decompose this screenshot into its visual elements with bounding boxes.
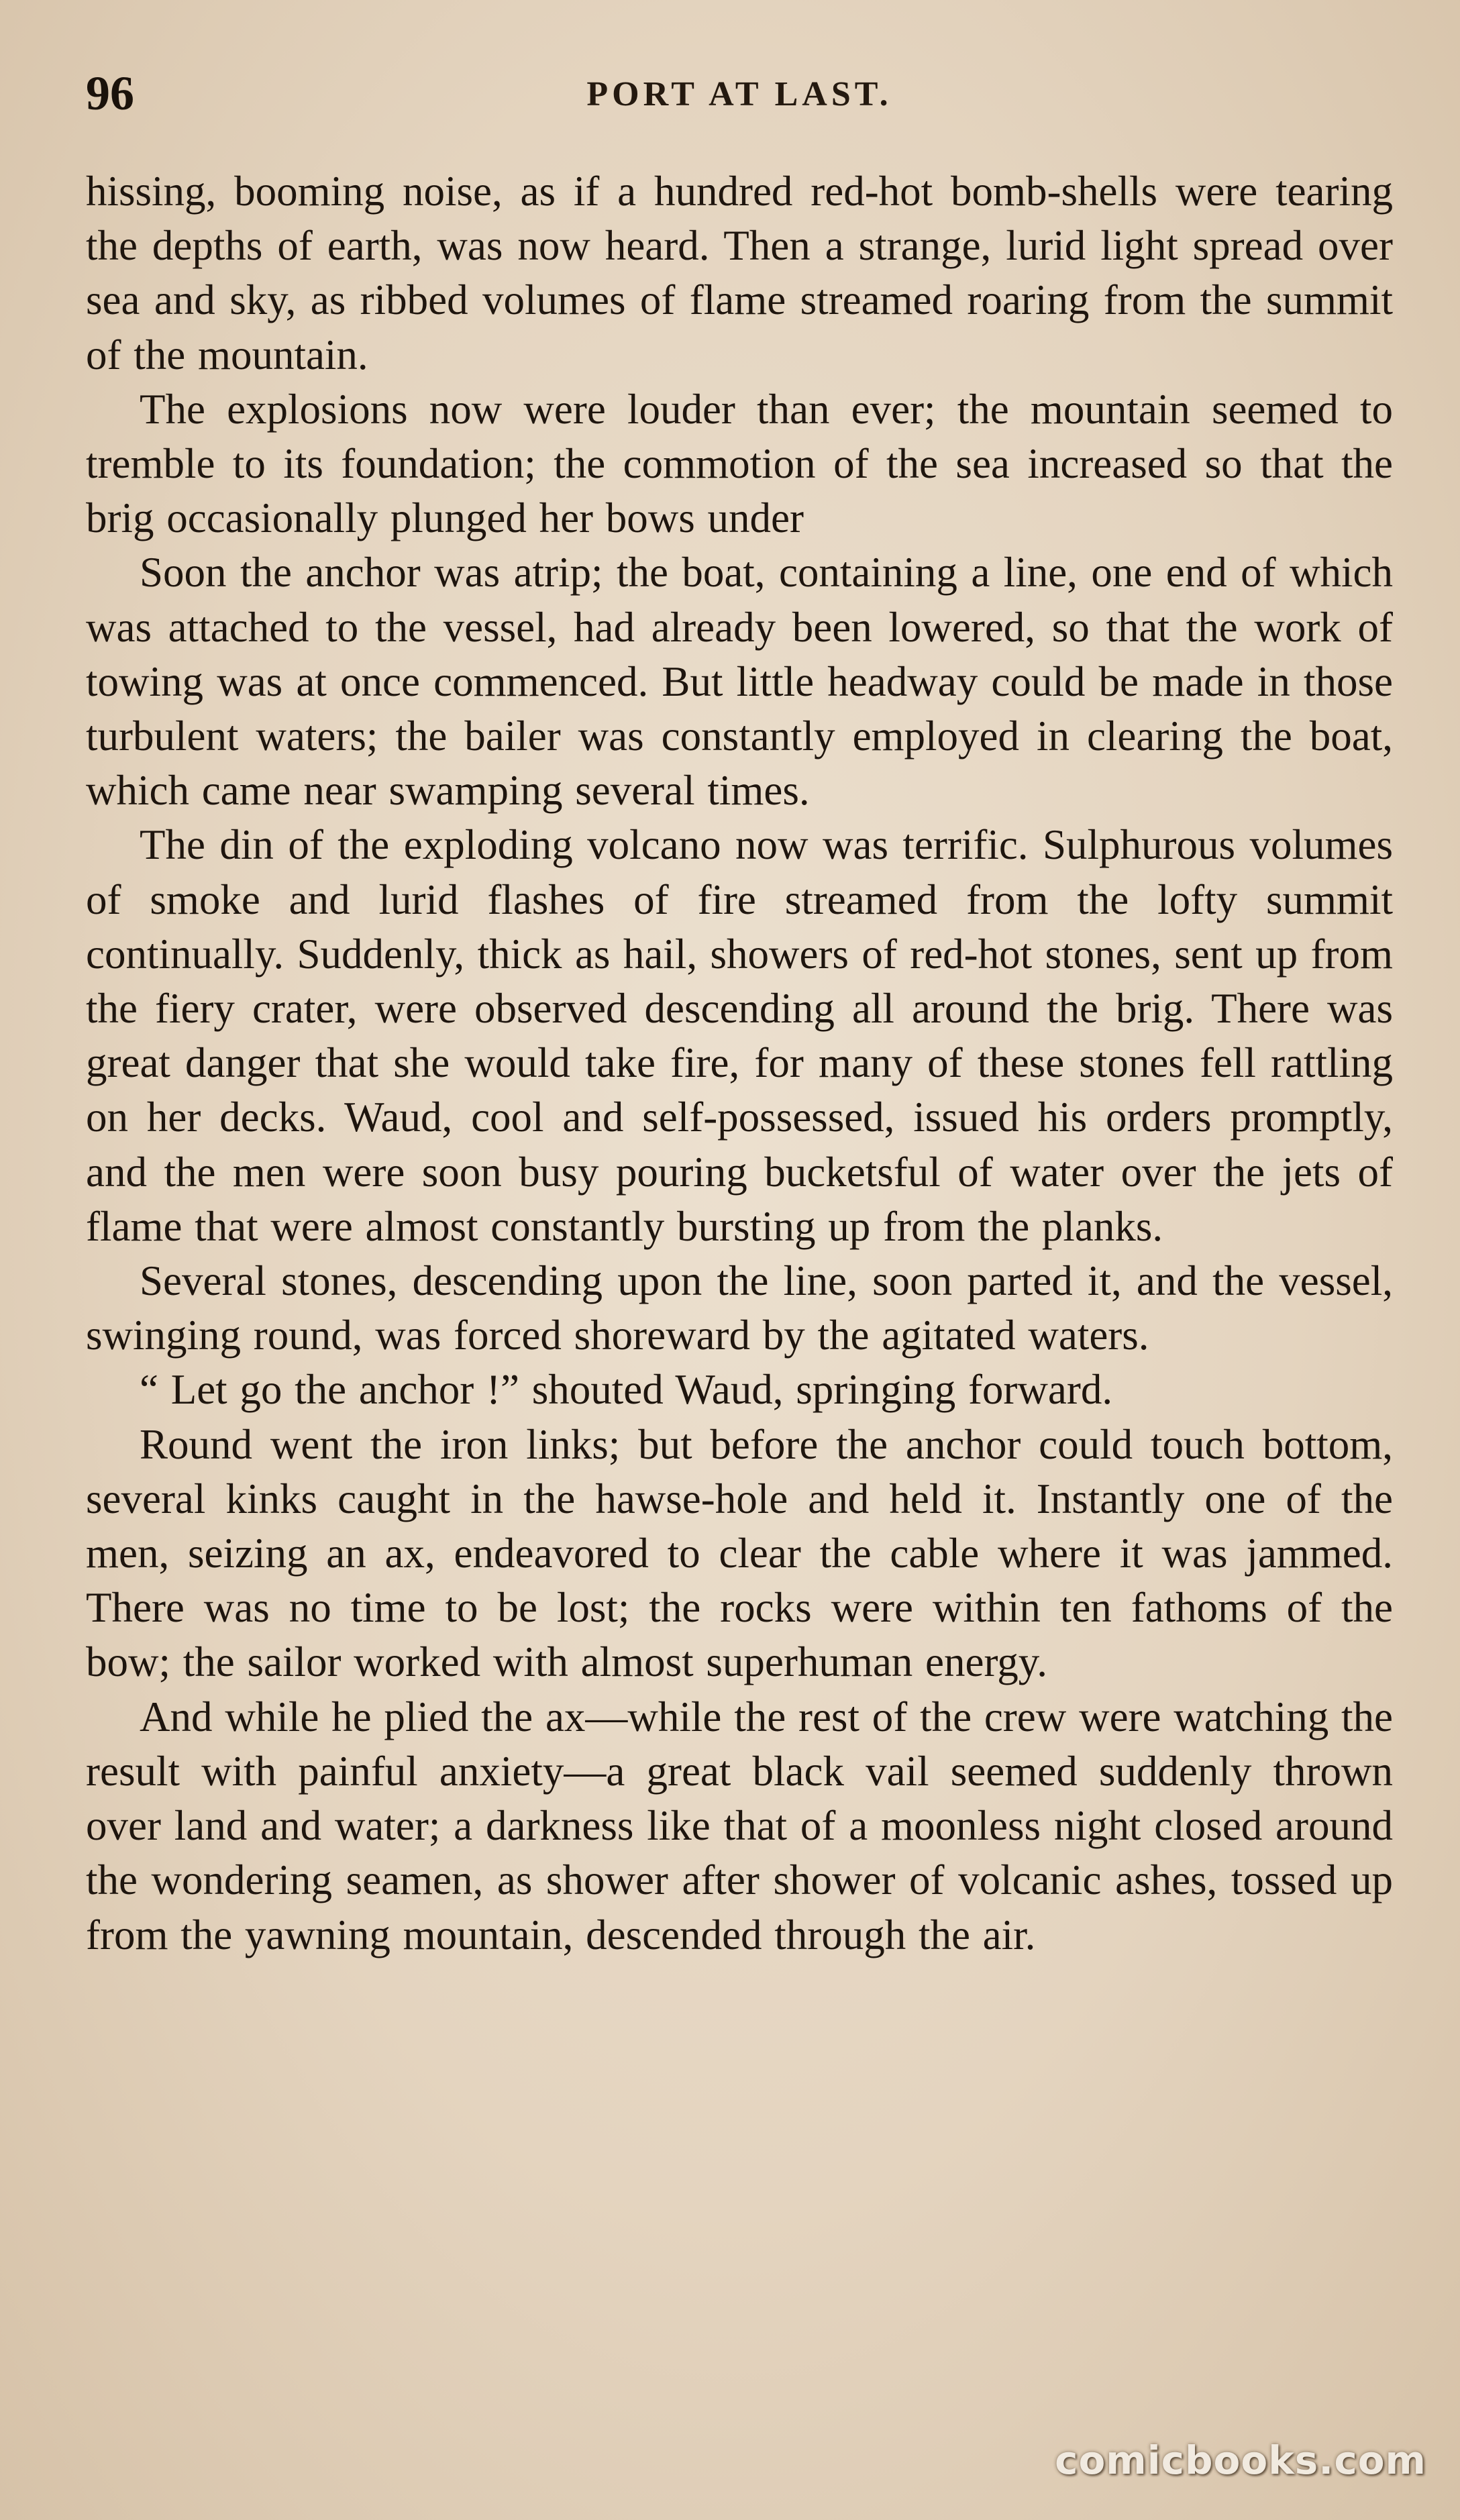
body-text: [86, 164, 1393, 1962]
paragraph: “ Let go the anchor !” shouted Waud, springing forward.: [140, 1366, 1113, 1414]
watermark: comicbooks.com: [1055, 2437, 1426, 2483]
running-head: PORT AT LAST.: [586, 75, 892, 113]
paragraph: The din of the exploding volcano now was terrific. Sulphurous volumes of smoke and lurid flashes of fire streamed from the lofty summit continually. Suddenly, thick as hail, showers of red-hot stones, sent up from the fiery crater, were observed descending all around the brig. There was great danger that she would take fire, for many of these stones fell rattling on her decks. Waud, cool and self-possessed, issued his orders promptly, and the men were soon busy pouring bucketsful of water over the jets of flame that were almost constantly bursting up from the planks.: [86, 821, 1393, 1250]
paragraph: The explosions now were louder than ever; the mountain seemed to tremble to its foundation; the commotion of the sea increased so that the brig occasionally plunged her bows under: [86, 385, 1393, 542]
paragraph: Several stones, descending upon the line, soon parted it, and the vessel, swinging round, was forced shoreward by the agitated waters.: [86, 1257, 1393, 1359]
page-number: 96: [86, 66, 134, 120]
paragraph: And while he plied the ax—while the rest of the crew were watching the result with painful anxiety—a great black vail seemed suddenly thrown over land and water; a darkness like that of a moonless night closed around the wondering seamen, as shower after shower of volcanic ashes, tossed up from the yawning mountain, descended through the air.: [86, 1693, 1393, 1958]
paragraph: Round went the iron links; but before the anchor could touch bottom, several kinks caught in the hawse-hole and held it. Instantly one of the men, seizing an ax, endeavored to clear the cable where it was jammed. There was no time to be lost; the rocks were within ten fathoms of the bow; the sailor worked with almost superhuman energy.: [86, 1420, 1393, 1686]
paragraph: hissing, booming noise, as if a hundred red-hot bomb-shells were tearing the depths of earth, was now heard. Then a strange, lurid light spread over sea and sky, as ribbed volumes of flame streamed roaring from the summit of the mountain.: [86, 168, 1393, 378]
page-header: [86, 64, 1393, 124]
paragraph: Soon the anchor was atrip; the boat, containing a line, one end of which was attached to the vessel, had already been lowered, so that the work of towing was at once commenced. But little headway could be made in those turbulent waters; the bailer was constantly employed in clearing the boat, which came near swamping several times.: [86, 549, 1393, 815]
